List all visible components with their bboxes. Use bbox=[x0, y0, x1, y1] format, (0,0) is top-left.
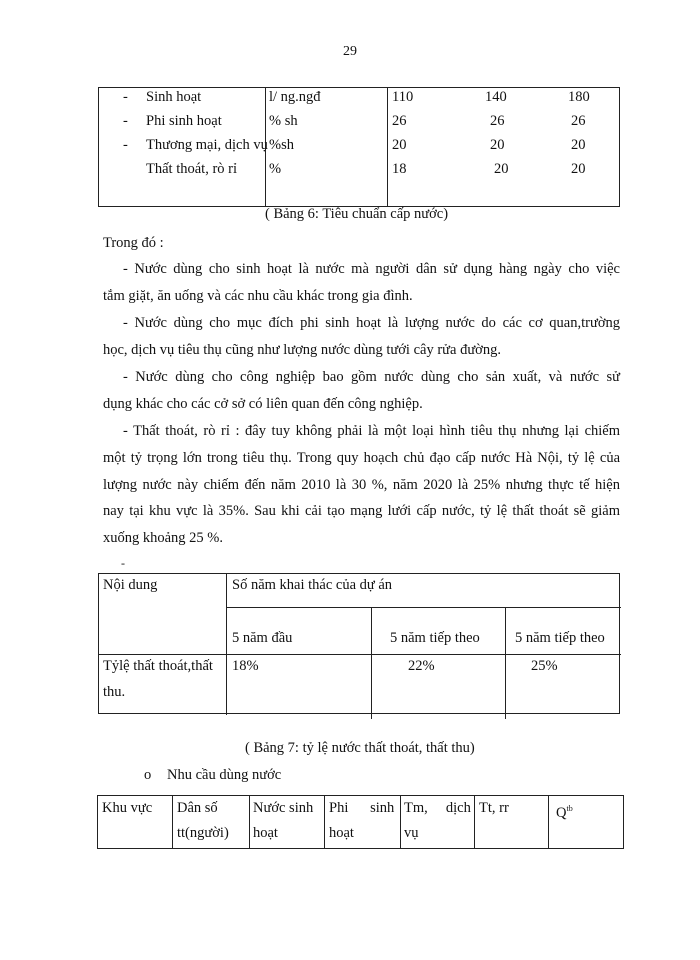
loss-rate-table bbox=[98, 573, 620, 714]
table-divider bbox=[505, 607, 506, 719]
row-name: Thất thoát, rò rỉ bbox=[146, 161, 238, 177]
value-next-5-years-2: 25% bbox=[531, 658, 558, 674]
row-value-3: 20 bbox=[571, 137, 586, 153]
row-label: thu. bbox=[103, 684, 126, 700]
header-project-years: Số năm khai thác của dự án bbox=[232, 577, 393, 593]
bullet-marker: o bbox=[144, 767, 152, 783]
table6-caption: ( Bảng 6: Tiêu chuẩn cấp nước) bbox=[265, 206, 449, 222]
row-label: Tỷlệ thất thoát,thất bbox=[103, 658, 213, 674]
header-population: Dân số bbox=[177, 800, 218, 816]
row-value-2: 140 bbox=[485, 89, 507, 105]
paragraph-line: một tỷ trọng lớn trong tiêu thụ. Trong quy hoạch chủ đạo cấp nước Hà Nội, tỷ lệ của bbox=[103, 449, 620, 466]
paragraph-losses bbox=[103, 418, 620, 552]
header-commerce-service: Tm, dịch bbox=[404, 800, 471, 816]
paragraph-line: - Nước dùng cho công nghiệp bao gồm nước dùng cho sản xuất, và nước sử bbox=[123, 369, 620, 385]
paragraph-non-domestic bbox=[103, 310, 620, 364]
header-domestic-water: Nước sinh bbox=[253, 800, 314, 816]
row-dash: - bbox=[123, 137, 128, 153]
table7-caption: ( Bảng 7: tỷ lệ nước thất thoát, thất thu) bbox=[245, 740, 475, 756]
table-divider bbox=[548, 796, 549, 848]
value-next-5-years: 22% bbox=[408, 658, 435, 674]
header-population: tt(người) bbox=[177, 825, 229, 841]
header-commerce-service: vụ bbox=[404, 825, 419, 841]
row-unit: % bbox=[269, 161, 282, 177]
row-value-3: 26 bbox=[571, 113, 586, 129]
water-standard-table bbox=[98, 87, 620, 207]
value-first-5-years: 18% bbox=[232, 658, 259, 674]
water-demand-table bbox=[97, 795, 624, 849]
table-divider bbox=[474, 796, 475, 848]
row-unit: l/ ng.ngđ bbox=[269, 89, 321, 105]
q-symbol: Q bbox=[556, 804, 567, 821]
table-divider bbox=[226, 574, 227, 715]
paragraph-line: nay tại khu vực là 35%. Sau khi cải tạo mạng lưới cấp nước, tỷ lệ thất thoát sẽ giảm bbox=[103, 503, 620, 520]
paragraph-industrial bbox=[103, 364, 620, 418]
table-divider bbox=[400, 796, 401, 848]
table-divider bbox=[226, 607, 621, 608]
header-non-domestic: hoạt bbox=[329, 825, 354, 841]
row-dash: - bbox=[123, 89, 128, 105]
row-value-1: 20 bbox=[392, 137, 407, 153]
table-divider bbox=[324, 796, 325, 848]
row-value-1: 110 bbox=[392, 89, 414, 105]
header-q-average bbox=[556, 796, 573, 826]
row-value-1: 18 bbox=[392, 161, 407, 177]
row-value-2: 26 bbox=[490, 113, 505, 129]
header-content: Nội dung bbox=[103, 577, 158, 593]
paragraph-line: - Nước dùng cho mục đích phi sinh hoạt là lượng nước do các cơ quan,trường bbox=[123, 315, 620, 331]
header-domestic-water: hoạt bbox=[253, 825, 278, 841]
row-unit: %sh bbox=[269, 137, 294, 153]
paragraph-line: lượng nước này chiếm đến năm 2010 là 30 %, năm 2020 là 25% nhưng thực tế hiện bbox=[103, 476, 620, 493]
paragraph-line: - Nước dùng cho sinh hoạt là nước mà người dân sử dụng hàng ngày cho việc bbox=[123, 261, 620, 277]
row-unit: % sh bbox=[269, 113, 298, 129]
table-divider bbox=[371, 607, 372, 719]
header-next-5-years: 5 năm tiếp theo bbox=[390, 630, 480, 646]
table-divider bbox=[99, 654, 621, 655]
row-value-3: 180 bbox=[568, 89, 590, 105]
stray-dash: - bbox=[121, 556, 125, 570]
q-superscript: tb bbox=[566, 804, 573, 813]
row-value-3: 20 bbox=[571, 161, 586, 177]
table-divider bbox=[387, 88, 388, 206]
header-region: Khu vực bbox=[102, 800, 153, 816]
row-dash: - bbox=[123, 113, 128, 129]
row-value-1: 26 bbox=[392, 113, 407, 129]
paragraph-domestic bbox=[103, 256, 620, 310]
header-first-5-years: 5 năm đầu bbox=[232, 630, 293, 646]
paragraph-line: xuống khoảng 25 %. bbox=[103, 530, 224, 547]
page-number: 29 bbox=[343, 44, 357, 59]
row-value-2: 20 bbox=[494, 161, 509, 177]
paragraph-line: học, dịch vụ tiêu thụ cũng như lượng nước dùng tưới cây rửa đường. bbox=[103, 341, 501, 358]
table-divider bbox=[172, 796, 173, 848]
row-name: Thương mại, dịch vụ bbox=[146, 137, 268, 153]
row-value-2: 20 bbox=[490, 137, 505, 153]
row-name: Phi sinh hoạt bbox=[146, 113, 222, 129]
header-losses: Tt, rr bbox=[479, 800, 509, 816]
intro-text: Trong đó : bbox=[103, 235, 164, 251]
section-heading: Nhu cầu dùng nước bbox=[167, 767, 282, 783]
paragraph-line: dụng khác cho các cở sở có liên quan đến công nghiệp. bbox=[103, 395, 423, 412]
header-non-domestic: Phi sinh bbox=[329, 800, 395, 816]
table-divider bbox=[249, 796, 250, 848]
header-next-5-years-2: 5 năm tiếp theo bbox=[515, 630, 605, 646]
paragraph-line: tắm giặt, ăn uống và các nhu cầu khác trong gia đình. bbox=[103, 287, 413, 304]
row-name: Sinh hoạt bbox=[146, 89, 202, 105]
paragraph-line: - Thất thoát, rò rỉ : đây tuy không phải là một loại hình tiêu thụ nhưng lại chiếm bbox=[123, 423, 620, 439]
